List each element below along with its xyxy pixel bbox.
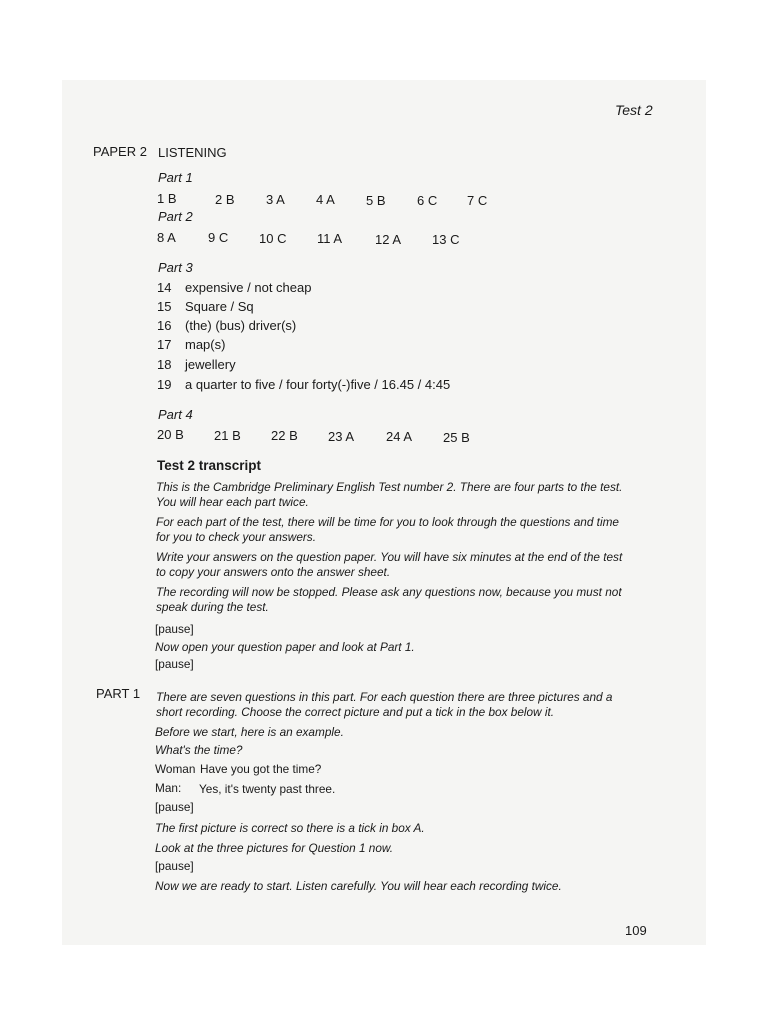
speaker-label: Woman: [155, 762, 196, 776]
answer-item: 23 A: [328, 429, 355, 444]
answer-item: 7 C: [467, 193, 488, 208]
transcript-paragraph: This is the Cambridge Preliminary English Test number 2. There are four parts to the test. You will hear each part twice.: [156, 480, 623, 509]
part1-heading: Part 1: [158, 170, 193, 185]
answer-item: 11 A: [317, 231, 343, 246]
answer-text: a quarter to five / four forty(-)five / 16.45 / 4:45: [185, 377, 451, 392]
answer-item: 4 A: [316, 192, 335, 207]
transcript-paragraph: What's the time?: [155, 743, 243, 757]
part4-heading: Part 4: [158, 407, 193, 422]
transcript-paragraph: Write your answers on the question paper. You will have six minutes at the end of the test to copy your answers onto the answer sheet.: [156, 550, 623, 579]
answer-item: 21 B: [214, 428, 241, 443]
pause-marker: [pause]: [155, 657, 194, 671]
paper-title: LISTENING: [158, 145, 227, 160]
answer-text: Square / Sq: [185, 299, 254, 314]
part3-heading: Part 3: [158, 260, 193, 275]
paper-label: PAPER 2: [93, 144, 147, 159]
answer-item: 10 C: [259, 231, 287, 246]
test-label: Test 2: [615, 102, 653, 118]
answer-number: 15: [157, 299, 172, 314]
transcript-paragraph: Look at the three pictures for Question 1 now.: [155, 841, 394, 855]
answer-item: 6 C: [417, 193, 438, 208]
part2-heading: Part 2: [158, 209, 193, 224]
answer-item: 13 C: [432, 232, 460, 247]
answer-text: jewellery: [185, 357, 236, 372]
dialogue-text: Have you got the time?: [200, 762, 322, 776]
answer-item: 24 A: [386, 429, 413, 444]
answer-number: 16: [157, 318, 172, 333]
answer-item: 8 A: [157, 230, 176, 245]
answer-number: 19: [157, 377, 172, 392]
answer-number: 14: [157, 280, 172, 295]
transcript-paragraph: Now open your question paper and look at Part 1.: [155, 640, 415, 654]
answer-number: 17: [157, 337, 172, 352]
page-number: 109: [625, 923, 647, 938]
transcript-paragraph: The first picture is correct so there is a tick in box A.: [155, 821, 425, 835]
pause-marker: [pause]: [155, 800, 194, 814]
transcript-paragraph: Now we are ready to start. Listen carefully. You will hear each recording twice.: [155, 879, 562, 893]
transcript-title: Test 2 transcript: [157, 458, 262, 473]
answer-item: 1 B: [157, 191, 177, 206]
answer-number: 18: [157, 357, 172, 372]
speaker-label: Man:: [155, 781, 182, 795]
transcript-paragraph: There are seven questions in this part. For each question there are three pictures and a short recording. Choose the correct picture and put a tick in the box below it.: [156, 690, 613, 719]
transcript-paragraph: For each part of the test, there will be time for you to look through the questions and time for you to check your answers.: [156, 515, 619, 544]
answer-item: 12 A: [375, 232, 402, 247]
transcript-paragraph: The recording will now be stopped. Please ask any questions now, because you must not speak during the test.: [156, 585, 622, 614]
answer-item: 25 B: [443, 430, 470, 445]
transcript-paragraph: Before we start, here is an example.: [155, 725, 344, 739]
answer-item: 20 B: [157, 427, 184, 442]
pause-marker: [pause]: [155, 859, 194, 873]
answer-text: map(s): [185, 337, 226, 352]
dialogue-text: Yes, it's twenty past three.: [199, 782, 336, 796]
answer-text: (the) (bus) driver(s): [185, 318, 297, 333]
answer-text: expensive / not cheap: [185, 280, 312, 295]
answer-item: 3 A: [266, 192, 285, 207]
answer-item: 2 B: [215, 192, 235, 207]
answer-item: 5 B: [366, 193, 386, 208]
pause-marker: [pause]: [155, 622, 194, 636]
part1-label: PART 1: [96, 686, 141, 701]
answer-item: 22 B: [271, 428, 298, 443]
answer-item: 9 C: [208, 230, 229, 245]
